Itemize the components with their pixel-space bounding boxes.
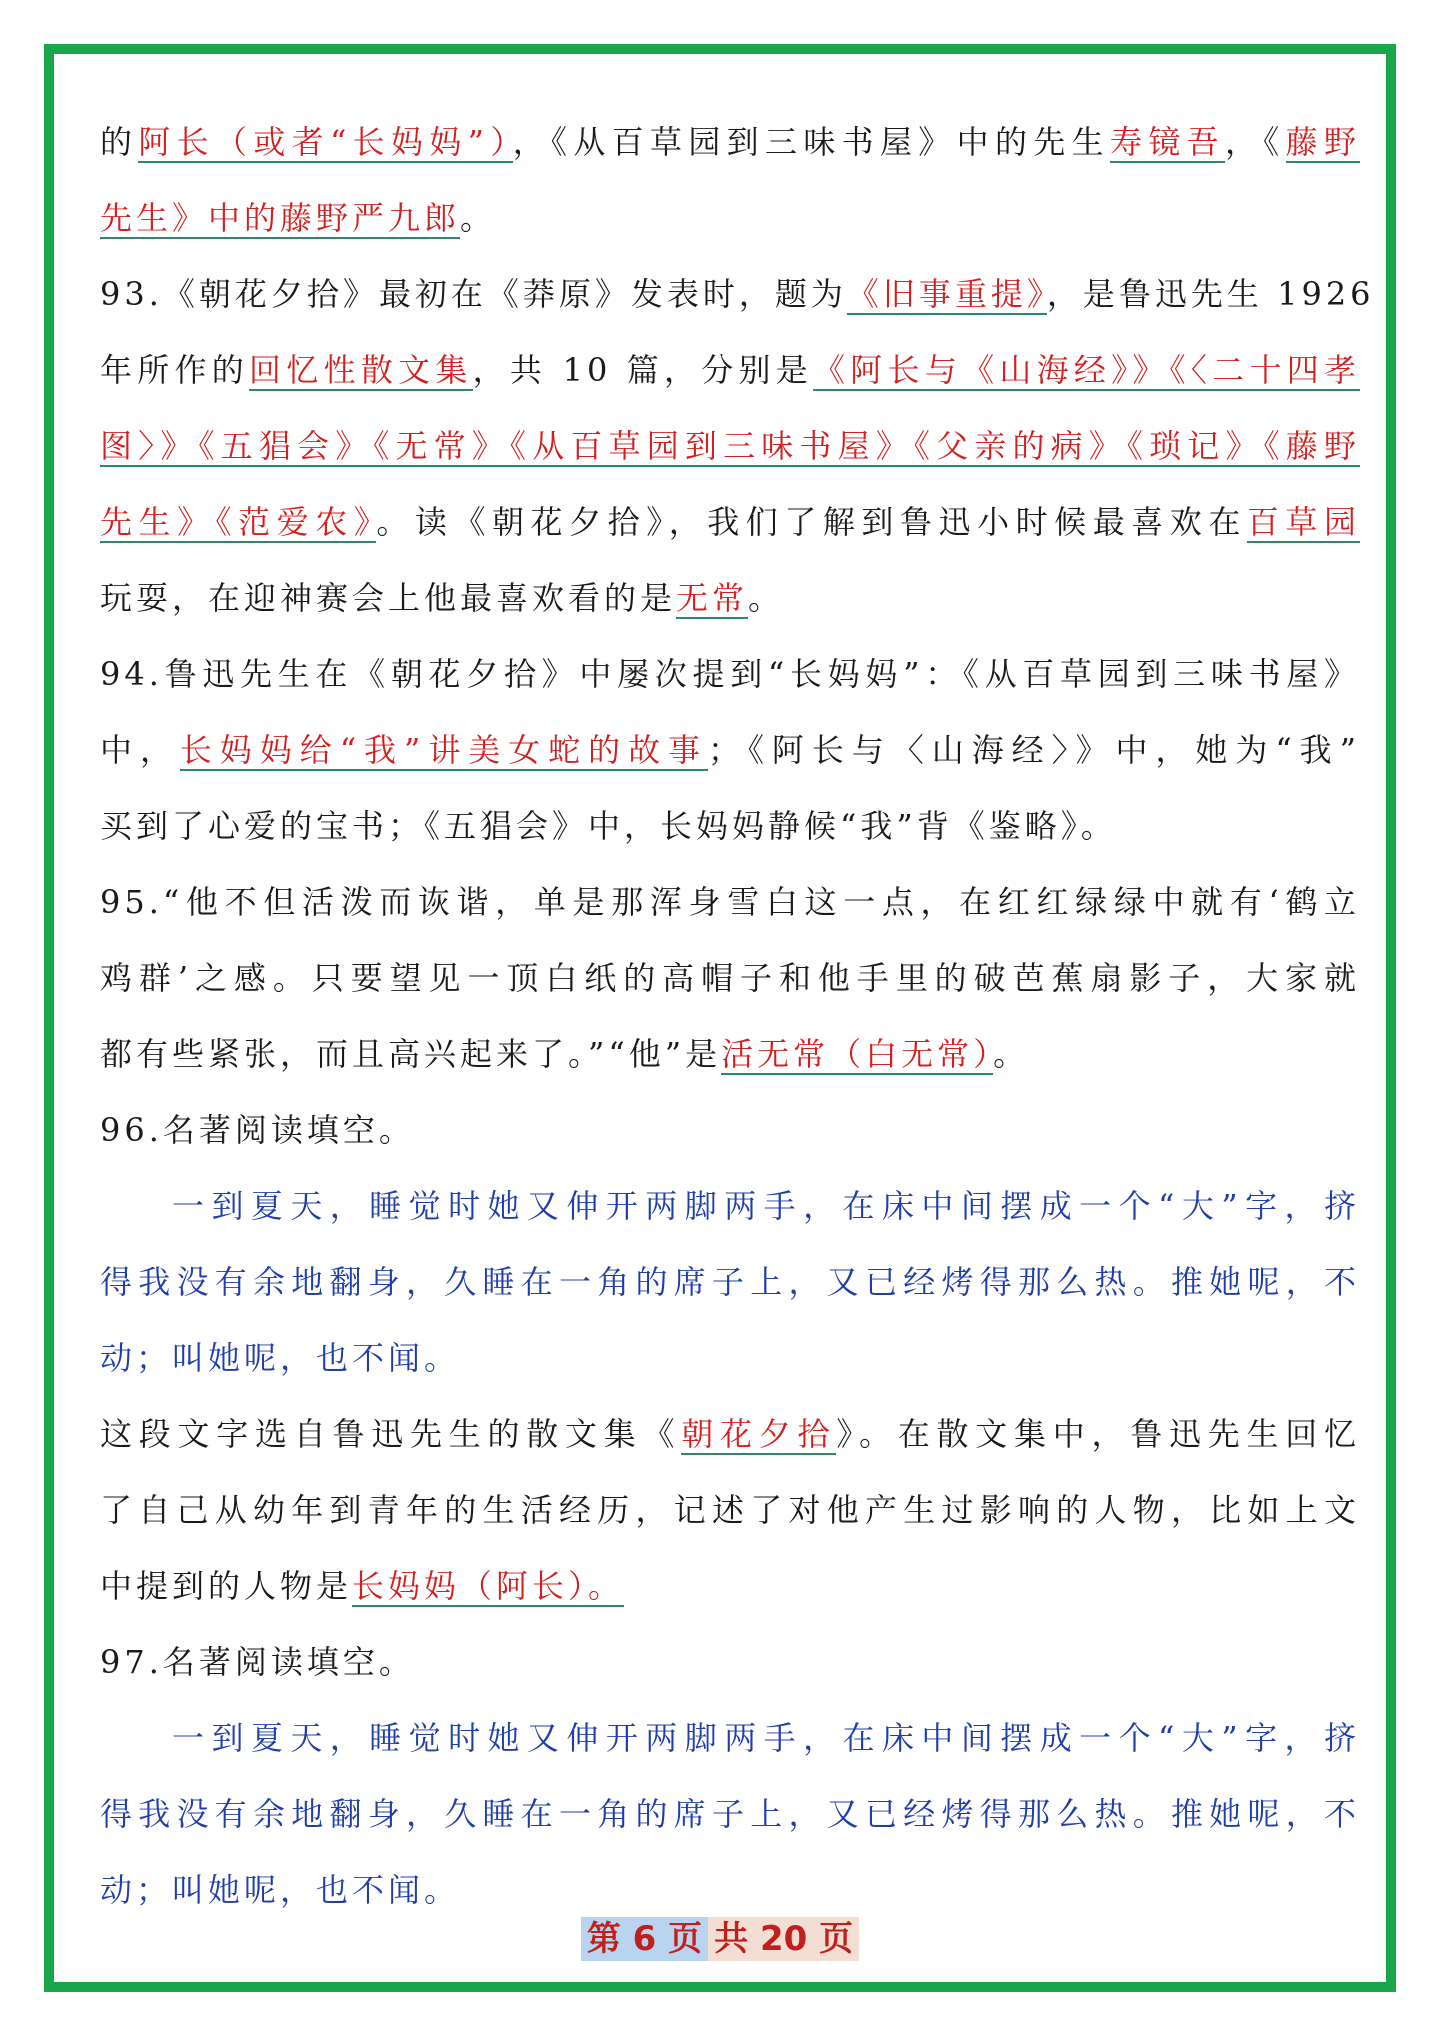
page-number-current: 第 6 页 [581,1917,708,1961]
answer-blank: 长妈妈给“我”讲美女蛇的故事 [179,731,709,769]
answer-blank: 阿长（或者“长妈妈”） [138,123,513,161]
text-line: 先生》中的藤野严九郎。 [100,199,497,237]
page-number [54,1911,1386,1960]
quoted-passage-line: 动；叫她呢，也不闻。 [100,1871,461,1909]
answer-blank: 回忆性散文集 [249,351,473,389]
text-line: 这段文字选自鲁迅先生的散文集《朝花夕拾》。在散文集中，鲁迅先生回忆 [100,1415,1360,1453]
text-line: 94.鲁迅先生在《朝花夕拾》中屡次提到“长妈妈”：《从百草园到三味书屋》 [100,655,1360,693]
text-line: 鸡群’之感。只要望见一顶白纸的高帽子和他手里的破芭蕉扇影子，大家就 [100,959,1360,997]
text-line: 了自己从幼年到青年的生活经历，记述了对他产生过影响的人物，比如上文 [100,1491,1360,1529]
text-line [100,408,1360,484]
answer-blank: 先生》《范爱农》 [100,503,377,541]
answer-blank: 先生》中的藤野严九郎 [100,199,461,237]
answer-blank: 长妈妈（阿长）。 [352,1567,625,1605]
quoted-passage-line: 一到夏天，睡觉时她又伸开两脚两手，在床中间摆成一个“大”字，挤 [172,1719,1360,1757]
question-heading: 96.名著阅读填空。 [100,1111,415,1149]
answer-blank: 图〉》《五猖会》《无常》《从百草园到三味书屋》《父亲的病》《琐记》《藤野 [100,427,1360,465]
document-body [100,104,1375,1928]
answer-blank: 百草园 [1246,503,1360,541]
text-line: 93.《朝花夕拾》最初在《莽原》发表时，题为《旧事重提》，是鲁迅先生 1926 [100,275,1375,313]
text-line: 都有些紧张，而且高兴起来了。”“他”是活无常（白无常）。 [100,1035,1030,1073]
answer-blank: 朝花夕拾 [681,1415,837,1453]
answer-blank: 寿镜吾 [1109,123,1225,161]
text-line: 的阿长（或者“长妈妈”），《从百草园到三味书屋》中的先生寿镜吾，《藤野 [100,123,1360,161]
text-line: 买到了心爱的宝书；《五猖会》中，长妈妈静候“我”背《鉴略》。 [100,807,1117,845]
text-line: 玩耍，在迎神赛会上他最喜欢看的是无常。 [100,579,785,617]
text-line: 95.“他不但活泼而诙谐，单是那浑身雪白这一点，在红红绿绿中就有‘鹤立 [100,883,1360,921]
page-frame [44,44,1396,1992]
question-heading: 97.名著阅读填空。 [100,1643,415,1681]
quoted-passage-line: 一到夏天，睡觉时她又伸开两脚两手，在床中间摆成一个“大”字，挤 [172,1187,1360,1225]
answer-blank: 无常 [676,579,749,617]
quoted-passage-line: 动；叫她呢，也不闻。 [100,1339,461,1377]
quoted-passage-line: 得我没有余地翻身，久睡在一角的席子上，又已经烤得那么热。推她呢，不 [100,1795,1360,1833]
answer-blank: 活无常（白无常） [721,1035,994,1073]
text-line: 中，长妈妈给“我”讲美女蛇的故事；《阿长与〈山海经〉》中，她为“我” [100,731,1360,769]
text-line: 先生》《范爱农》。读《朝花夕拾》，我们了解到鲁迅小时候最喜欢在百草园 [100,503,1360,541]
text-line: 年所作的回忆性散文集，共 10 篇，分别是《阿长与《山海经》》《〈二十四孝 [100,351,1360,389]
answer-blank: 《阿长与《山海经》》《〈二十四孝 [813,351,1360,389]
answer-blank: 《旧事重提》 [846,275,1047,313]
answer-blank: 藤野 [1285,123,1360,161]
quoted-passage-line: 得我没有余地翻身，久睡在一角的席子上，又已经烤得那么热。推她呢，不 [100,1263,1360,1301]
text-line: 中提到的人物是长妈妈（阿长）。 [100,1567,625,1605]
page-number-total: 共 20 页 [708,1917,859,1961]
